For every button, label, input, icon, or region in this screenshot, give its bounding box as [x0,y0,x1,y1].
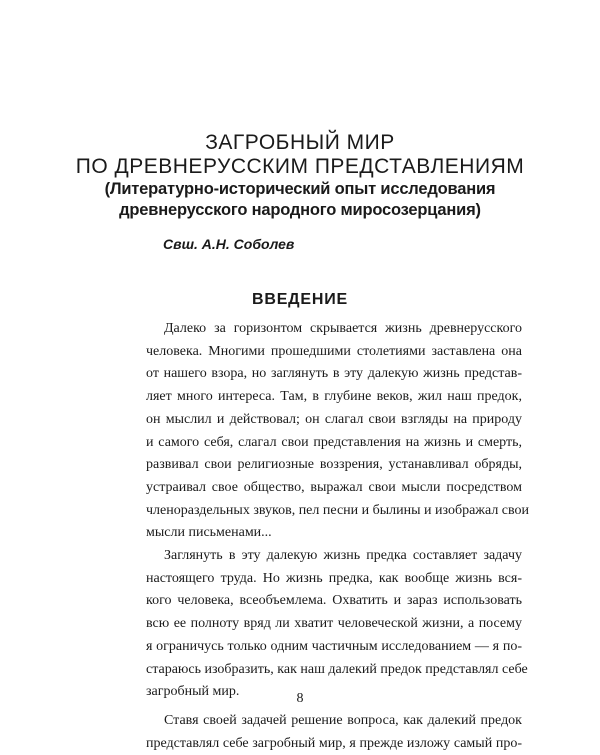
title-line-2: ПО ДРЕВНЕРУССКИМ ПРЕДСТАВЛЕНИЯМ [75,155,525,178]
text-line: всю ее полноту вряд ли хватит человеческой жизни, а посему [146,616,522,632]
text-line: от нашего взора, но заглянуть в эту далекую жизнь представ- [146,366,522,382]
text-line: Далеко за горизонтом скрывается жизнь древнерусского [164,321,522,336]
text-line: кого человека, всеобъемлема. Охватить и зараз использовать [146,593,522,609]
chapter-title [0,131,600,221]
subtitle-line-1: (Литературно-исторический опыт исследования [104,180,496,198]
paragraph [146,710,522,755]
text-line: членораздельных звуков, пел песни и былины и изображал свои [146,502,530,518]
text-line: мысли письменами... [146,525,272,541]
text-line: Заглянуть в эту далекую жизнь предка составляет задачу [164,548,522,564]
text-line: представлял себе загробный мир, я прежде изложу самый про- [146,735,522,751]
body-text [146,318,530,755]
text-line: и самого себя, слагал свои представления на жизнь и смерть, [146,434,522,450]
text-line: устраивал свое общество, выражал свои мысли посредством [146,479,522,495]
text-line: он мыслил и действовал; он слагал свои взгляды на природу [146,411,522,427]
paragraph [146,545,528,704]
text-line: ляет много интереса. Там, в глубине веков, жил наш предок, [146,389,522,405]
author-name: Свш. А.Н. Соболев [163,236,295,252]
text-line: человека. Многими прошедшими столетиями заставлена она [146,343,522,359]
subtitle-line-2: древнерусского народного миросозерцания) [119,201,481,219]
text-line: Ставя своей задачей решение вопроса, как далекий предок [164,712,522,728]
text-line: я ограничусь только одним частичным исследованием — я по- [146,638,522,654]
text-line: стараюсь изобразить, как наш далекий предок представлял себе [146,661,528,677]
paragraph [146,318,530,545]
text-line: загробный мир. [146,684,240,700]
text-line: развивал свои религиозные воззрения, устанавливал обряды, [146,457,522,473]
title-line-1: ЗАГРОБНЫЙ МИР [205,131,395,154]
text-line: настоящего труда. Но жизнь предка, как вообще жизнь вся- [146,570,522,586]
section-heading: ВВЕДЕНИЕ [252,291,348,308]
page-number: 8 [296,691,304,706]
